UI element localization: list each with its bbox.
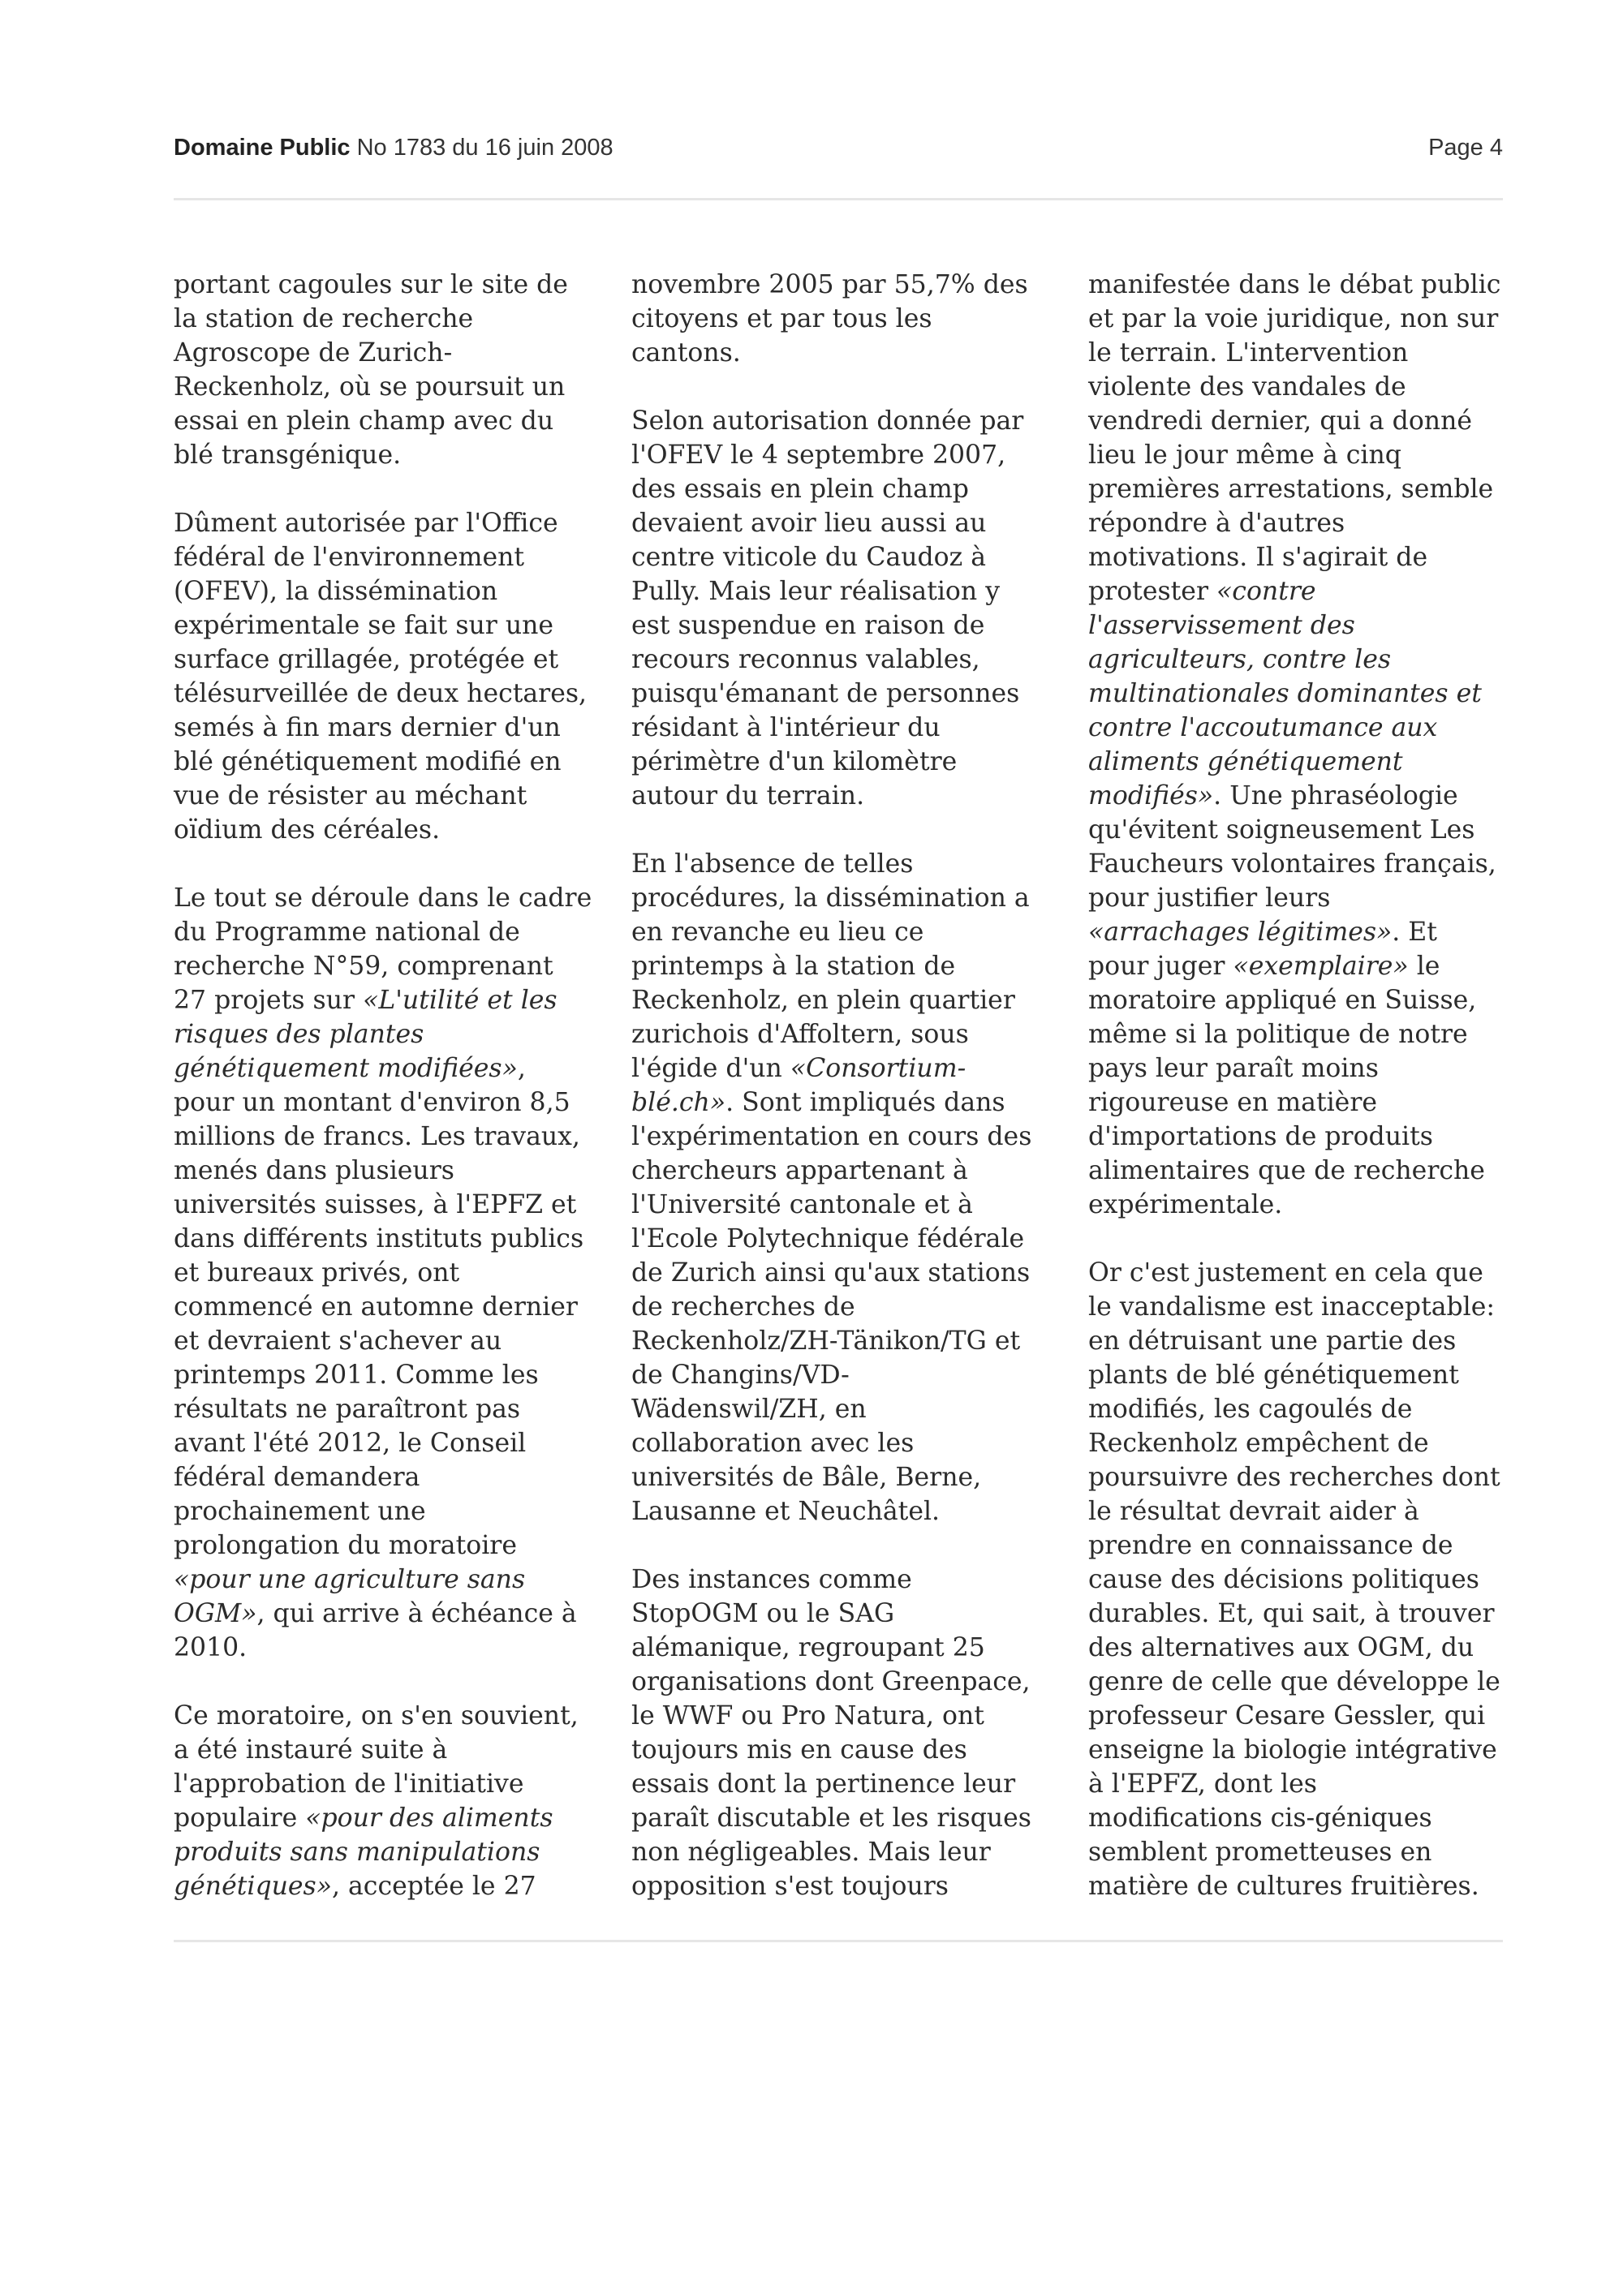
text-line: commencé en automne dernier: [174, 1292, 578, 1322]
text-line: millions de francs. Les travaux,: [174, 1122, 580, 1151]
text-line: opposition s'est toujours: [631, 1872, 949, 1901]
text-line: périmètre d'un kilomètre: [631, 747, 958, 776]
paragraph-gap: [1088, 1222, 1526, 1256]
text-line: cantons.: [631, 338, 741, 368]
paragraph-gap: [631, 813, 1070, 847]
text-column-3: [1088, 268, 1526, 1903]
text-line: lieu le jour même à cinq: [1088, 441, 1401, 470]
footer-divider: [174, 1940, 1503, 1942]
text-line: le WWF ou Pro Natura, ont: [631, 1701, 984, 1731]
text-line: universités de Bâle, Berne,: [631, 1463, 982, 1492]
text-line: Des instances comme: [631, 1565, 912, 1594]
text-line: multinationales dominantes et: [1088, 679, 1482, 708]
text-line: Reckenholz, en plein quartier: [631, 986, 1015, 1015]
issue-info: No 1783 du 16 juin 2008: [350, 135, 613, 161]
text-line: Or c'est justement en cela que: [1088, 1258, 1483, 1288]
page-header: [174, 135, 1503, 167]
text-line: protester «contre: [1088, 577, 1316, 606]
text-line: l'Université cantonale et à: [631, 1190, 973, 1219]
text-line: manifestée dans le débat public: [1088, 270, 1501, 299]
text-line: surface grillagée, protégée et: [174, 645, 559, 674]
text-line: résultats ne paraîtront pas: [174, 1395, 521, 1424]
text-line: citoyens et par tous les: [631, 304, 932, 333]
text-line: recherche N°59, comprenant: [174, 952, 553, 981]
text-line: autour du terrain.: [631, 781, 865, 810]
text-line: En l'absence de telles: [631, 849, 914, 879]
text-line: professeur Cesare Gessler, qui: [1088, 1701, 1486, 1731]
text-line: portant cagoules sur le site de: [174, 270, 568, 299]
text-line: vendredi dernier, qui a donné: [1088, 406, 1473, 436]
text-line: 27 projets sur «L'utilité et les: [174, 986, 558, 1015]
text-line: alimentaires que de recherche: [1088, 1156, 1485, 1185]
text-line: l'égide d'un «Consortium-: [631, 1054, 966, 1083]
header-divider: [174, 198, 1503, 200]
text-line: à l'EPFZ, dont les: [1088, 1769, 1317, 1799]
text-line: Reckenholz, où se poursuit un: [174, 372, 566, 402]
text-line: chercheurs appartenant à: [631, 1156, 968, 1185]
text-line: prendre en connaissance de: [1088, 1531, 1453, 1560]
text-line: l'OFEV le 4 septembre 2007,: [631, 441, 1006, 470]
text-line: qu'évitent soigneusement Les: [1088, 815, 1475, 845]
text-line: est suspendue en raison de: [631, 611, 985, 640]
text-line: l'Ecole Polytechnique fédérale: [631, 1224, 1025, 1253]
text-line: centre viticole du Caudoz à: [631, 543, 987, 572]
text-line: a été instauré suite à: [174, 1735, 448, 1765]
text-line: semblent prometteuses en: [1088, 1838, 1432, 1867]
text-line: d'importations de produits: [1088, 1122, 1433, 1151]
text-line: le terrain. L'intervention: [1088, 338, 1409, 368]
text-line: agriculteurs, contre les: [1088, 645, 1392, 674]
paragraph-gap: [174, 472, 612, 506]
text-line: Reckenholz empêchent de: [1088, 1429, 1429, 1458]
text-line: et devraient s'achever au: [174, 1326, 502, 1356]
text-line: Selon autorisation donnée par: [631, 406, 1024, 436]
paragraph-gap: [174, 1665, 612, 1699]
paragraph-gap: [174, 847, 612, 881]
text-line: de recherches de: [631, 1292, 855, 1322]
text-line: génétiques», acceptée le 27: [174, 1872, 536, 1901]
text-line: de Changins/VD-: [631, 1361, 850, 1390]
text-line: plants de blé génétiquement: [1088, 1361, 1459, 1390]
text-line: la station de recherche: [174, 304, 474, 333]
text-line: non négligeables. Mais leur: [631, 1838, 991, 1867]
publication-title: [174, 135, 613, 161]
text-line: organisations dont Greenpace,: [631, 1667, 1031, 1696]
text-line: risques des plantes: [174, 1020, 424, 1049]
text-line: moratoire appliqué en Suisse,: [1088, 986, 1477, 1015]
text-line: recours reconnus valables,: [631, 645, 980, 674]
text-line: pays leur paraît moins: [1088, 1054, 1379, 1083]
text-line: Wädenswil/ZH, en: [631, 1395, 867, 1424]
text-line: modifiés». Une phraséologie: [1088, 781, 1458, 810]
text-line: fédéral demandera: [174, 1463, 420, 1492]
text-line: expérimentale se fait sur une: [174, 611, 554, 640]
text-line: le résultat devrait aider à: [1088, 1497, 1419, 1526]
text-line: expérimentale.: [1088, 1190, 1283, 1219]
text-line: vue de résister au méchant: [174, 781, 527, 810]
text-line: paraît discutable et les risques: [631, 1804, 1031, 1833]
text-line: et par la voie juridique, non sur: [1088, 304, 1499, 333]
text-line: du Programme national de: [174, 918, 520, 947]
text-line: durables. Et, qui sait, à trouver: [1088, 1599, 1495, 1628]
text-line: en revanche eu lieu ce: [631, 918, 924, 947]
text-line: même si la politique de notre: [1088, 1020, 1468, 1049]
text-line: Dûment autorisée par l'Office: [174, 509, 558, 538]
text-line: alémanique, regroupant 25: [631, 1633, 985, 1662]
publication-name: Domaine Public: [174, 135, 351, 161]
text-line: enseigne la biologie intégrative: [1088, 1735, 1497, 1765]
text-line: pour un montant d'environ 8,5: [174, 1088, 570, 1117]
text-line: violente des vandales de: [1088, 372, 1406, 402]
text-line: devaient avoir lieu aussi au: [631, 509, 987, 538]
text-line: puisqu'émanant de personnes: [631, 679, 1020, 708]
text-line: l'expérimentation en cours des: [631, 1122, 1032, 1151]
text-line: Lausanne et Neuchâtel.: [631, 1497, 941, 1526]
text-line: OGM», qui arrive à échéance à: [174, 1599, 577, 1628]
text-line: aliments génétiquement: [1088, 747, 1403, 776]
text-line: printemps à la station de: [631, 952, 956, 981]
text-line: des alternatives aux OGM, du: [1088, 1633, 1474, 1662]
text-line: Le tout se déroule dans le cadre: [174, 884, 592, 913]
text-line: et bureaux privés, ont: [174, 1258, 460, 1288]
text-line: poursuivre des recherches dont: [1088, 1463, 1500, 1492]
text-line: «arrachages légitimes». Et: [1088, 918, 1437, 947]
text-line: blé transgénique.: [174, 441, 402, 470]
text-line: des essais en plein champ: [631, 475, 969, 504]
text-line: collaboration avec les: [631, 1429, 915, 1458]
text-line: toujours mis en cause des: [631, 1735, 967, 1765]
text-line: Faucheurs volontaires français,: [1088, 849, 1496, 879]
text-line: Agroscope de Zurich-: [174, 338, 453, 368]
text-line: de Zurich ainsi qu'aux stations: [631, 1258, 1031, 1288]
text-line: pour juger «exemplaire» le: [1088, 952, 1440, 981]
text-line: printemps 2011. Comme les: [174, 1361, 539, 1390]
text-line: Reckenholz/ZH-Tänikon/TG et: [631, 1326, 1021, 1356]
text-line: résidant à l'intérieur du: [631, 713, 941, 742]
text-line: premières arrestations, semble: [1088, 475, 1494, 504]
text-line: Ce moratoire, on s'en souvient,: [174, 1701, 579, 1731]
text-column-1: [174, 268, 612, 1903]
text-line: novembre 2005 par 55,7% des: [631, 270, 1028, 299]
text-line: en détruisant une partie des: [1088, 1326, 1457, 1356]
text-line: StopOGM ou le SAG: [631, 1599, 895, 1628]
text-line: répondre à d'autres: [1088, 509, 1345, 538]
text-line: essai en plein champ avec du: [174, 406, 554, 436]
text-line: universités suisses, à l'EPFZ et: [174, 1190, 577, 1219]
text-line: matière de cultures fruitières.: [1088, 1872, 1479, 1901]
text-line: blé génétiquement modifié en: [174, 747, 562, 776]
paragraph-gap: [631, 1529, 1070, 1563]
text-line: dans différents instituts publics: [174, 1224, 584, 1253]
text-line: zurichois d'Affoltern, sous: [631, 1020, 969, 1049]
text-line: menés dans plusieurs: [174, 1156, 454, 1185]
text-line: essais dont la pertinence leur: [631, 1769, 1016, 1799]
text-line: fédéral de l'environnement: [174, 543, 525, 572]
text-line: procédures, la dissémination a: [631, 884, 1030, 913]
text-line: produits sans manipulations: [174, 1838, 540, 1867]
text-line: avant l'été 2012, le Conseil: [174, 1429, 527, 1458]
text-line: modifications cis-géniques: [1088, 1804, 1432, 1833]
text-line: rigoureuse en matière: [1088, 1088, 1378, 1117]
text-line: semés à fin mars dernier d'un: [174, 713, 561, 742]
text-line: pour justifier leurs: [1088, 884, 1331, 913]
text-line: prolongation du moratoire: [174, 1531, 517, 1560]
text-line: contre l'accoutumance aux: [1088, 713, 1438, 742]
text-line: cause des décisions politiques: [1088, 1565, 1479, 1594]
text-line: prochainement une: [174, 1497, 426, 1526]
text-line: motivations. Il s'agirait de: [1088, 543, 1428, 572]
text-column-2: [631, 268, 1070, 1903]
page-number: Page 4: [1428, 135, 1503, 161]
text-line: populaire «pour des aliments: [174, 1804, 553, 1833]
text-line: 2010.: [174, 1633, 248, 1662]
text-line: «pour une agriculture sans: [174, 1565, 526, 1594]
text-line: l'asservissement des: [1088, 611, 1355, 640]
text-line: genre de celle que développe le: [1088, 1667, 1500, 1696]
text-line: oïdium des céréales.: [174, 815, 441, 845]
text-line: le vandalisme est inacceptable:: [1088, 1292, 1496, 1322]
text-line: Pully. Mais leur réalisation y: [631, 577, 1000, 606]
paragraph-gap: [631, 370, 1070, 404]
text-line: blé.ch». Sont impliqués dans: [631, 1088, 1005, 1117]
text-line: télésurveillée de deux hectares,: [174, 679, 588, 708]
text-line: modifiés, les cagoulés de: [1088, 1395, 1413, 1424]
text-line: génétiquement modifiées»,: [174, 1054, 526, 1083]
text-line: (OFEV), la dissémination: [174, 577, 498, 606]
text-line: l'approbation de l'initiative: [174, 1769, 524, 1799]
